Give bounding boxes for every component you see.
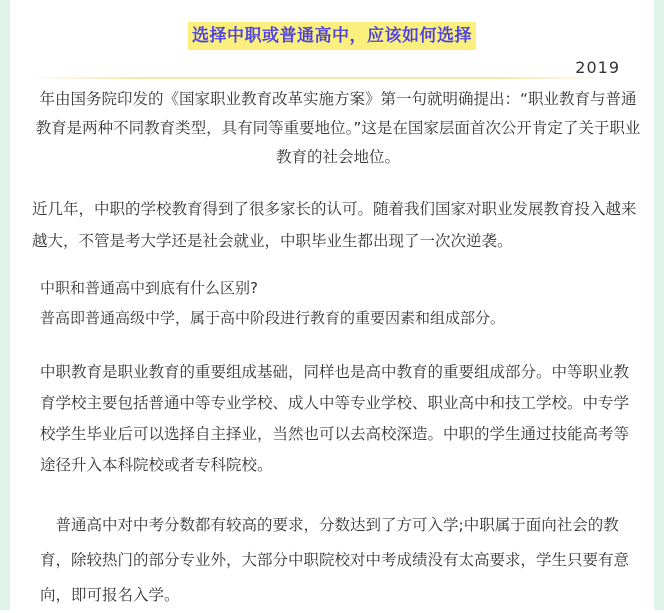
question-answer: 普高即普通高级中学，属于高中阶段进行教育的重要因素和组成部分。 bbox=[40, 309, 506, 327]
paragraph-reform-plan: 年由国务院印发的《国家职业教育改革实施方案》第一句就明确提出：“职业教育与普通教育是两种不同教育类型，具有同等重要地位。”这是在国家层面首次公开肯定了关于职业教育的社会地位。 bbox=[35, 90, 641, 166]
paragraph-admission: 普通高中对中考分数都有较高的要求，分数达到了方可入学;中职属于面向社会的教育，除较热门的部分专业外，大部分中职院校对中考成绩没有太高要求，学生只要有意向，即可报名入学。 bbox=[40, 516, 630, 604]
left-border bbox=[0, 0, 10, 610]
paragraph-recognition: 近几年，中职的学校教育得到了很多家长的认可。随着我们国家对职业发展教育投入越来越大，不管是考大学还是社会就业，中职毕业生都出现了一次次逆袭。 bbox=[32, 200, 637, 250]
title-divider bbox=[30, 77, 610, 79]
year-label: 2019 bbox=[575, 58, 620, 77]
title-container bbox=[10, 22, 654, 50]
article-body bbox=[10, 0, 654, 610]
right-border bbox=[654, 0, 664, 610]
question-block bbox=[40, 273, 640, 333]
paragraph-vocational-education: 中职教育是职业教育的重要组成基础，同样也是高中教育的重要组成部分。中等职业教育学校主要包括普通中等专业学校、成人中等专业学校、职业高中和技工学校。中专学校学生毕业后可以选择自主择业，当然也可以去高校深造。中职的学生通过技能高考等途径升入本科院校或者专科院校。 bbox=[40, 363, 630, 474]
question-heading: 中职和普通高中到底有什么区别? bbox=[40, 279, 258, 297]
article-title: 选择中职或普通高中，应该如何选择 bbox=[188, 22, 476, 50]
